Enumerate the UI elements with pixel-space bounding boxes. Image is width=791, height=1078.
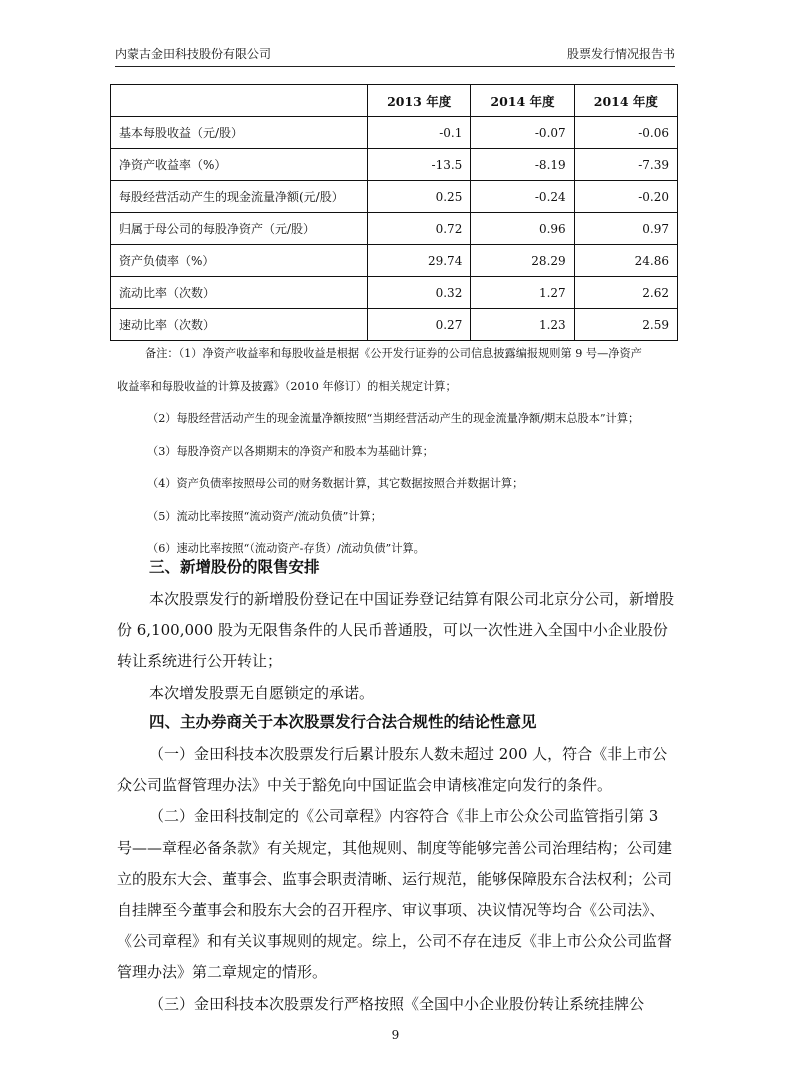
table-row bbox=[111, 309, 678, 341]
section-3-heading: 三、新增股份的限售安排 bbox=[149, 557, 320, 576]
section-4-paragraph-2: （二）金田科技制定的《公司章程》内容符合《非上市公众公司监管指引第 3 号——章程必备条款》有关规定，其他规则、制度等能够完善公司治理结构；公司建立的股东大会、董事会、监事会职责清晰、运行规范，能够保障股东合法权利；公司自挂牌至今董事会和股东大会的召开程序、审议事项、决议情况等均合《公司法》、《公司章程》和有关议事规则的规定。综上，公司不存在违反《非上市公众公司监督管理办法》第二章规定的情形。 bbox=[117, 807, 673, 982]
table-cell: 0.25 bbox=[368, 181, 471, 213]
table-row bbox=[111, 181, 678, 213]
table-cell: -7.39 bbox=[574, 149, 677, 181]
column-header: 2014 年度 bbox=[574, 85, 677, 117]
table-row bbox=[111, 117, 678, 149]
note-1-line-1: 备注：（1）净资产收益率和每股收益是根据《公开发行证券的公司信息披露编报规则第 9 号—净资产 bbox=[145, 347, 642, 360]
table-cell: -0.07 bbox=[471, 117, 574, 149]
row-label: 资产负债率（%） bbox=[111, 245, 368, 277]
table-cell: -0.20 bbox=[574, 181, 677, 213]
table-cell: 1.23 bbox=[471, 309, 574, 341]
section-4-heading: 四、主办券商关于本次股票发行合法合规性的结论性意见 bbox=[149, 712, 537, 731]
section-4-paragraph-3: （三）金田科技本次股票发行严格按照《全国中小企业股份转让系统挂牌公 bbox=[149, 994, 645, 1013]
page-header bbox=[115, 44, 675, 67]
note-5: （5）流动比率按照“流动资产/流动负债”计算； bbox=[147, 509, 382, 523]
table-cell: 0.27 bbox=[368, 309, 471, 341]
table-cell: -0.06 bbox=[574, 117, 677, 149]
column-header: 2013 年度 bbox=[368, 85, 471, 117]
table-cell: 29.74 bbox=[368, 245, 471, 277]
note-4: （4）资产负债率按照母公司的财务数据计算，其它数据按照合并数据计算； bbox=[147, 477, 524, 490]
note-2: （2）每股经营活动产生的现金流量净额按照“当期经营活动产生的现金流量净额/期末总股本”计算； bbox=[147, 412, 640, 425]
table-cell: 2.62 bbox=[574, 277, 677, 309]
table-notes bbox=[117, 338, 677, 566]
table-row bbox=[111, 149, 678, 181]
table-cell: -13.5 bbox=[368, 149, 471, 181]
table-cell: 0.72 bbox=[368, 213, 471, 245]
table-row bbox=[111, 213, 678, 245]
table-header-row bbox=[111, 85, 678, 117]
section-4-paragraph-1: （一）金田科技本次股票发行后累计股东人数未超过 200 人，符合《非上市公众公司监督管理办法》中关于豁免向中国证监会申请核准定向发行的条件。 bbox=[117, 745, 668, 795]
financial-indicators-table bbox=[110, 84, 678, 341]
table-row bbox=[111, 245, 678, 277]
row-label: 流动比率（次数） bbox=[111, 277, 368, 309]
table-cell: 24.86 bbox=[574, 245, 677, 277]
table-cell: 28.29 bbox=[471, 245, 574, 277]
section-3-paragraph-1: 本次股票发行的新增股份登记在中国证券登记结算有限公司北京分公司，新增股份 6,100,000 股为无限售条件的人民币普通股，可以一次性进入全国中小企业股份转让系统进行公开转让； bbox=[117, 590, 675, 671]
table-cell: 1.27 bbox=[471, 277, 574, 309]
table-cell: -0.24 bbox=[471, 181, 574, 213]
row-label: 归属于母公司的每股净资产（元/股） bbox=[111, 213, 368, 245]
table-cell: 0.32 bbox=[368, 277, 471, 309]
table-cell: -8.19 bbox=[471, 149, 574, 181]
section-3-paragraph-2: 本次增发股票无自愿锁定的承诺。 bbox=[149, 683, 375, 702]
row-label: 速动比率（次数） bbox=[111, 309, 368, 341]
table-corner-cell bbox=[111, 85, 368, 117]
column-header: 2014 年度 bbox=[471, 85, 574, 117]
table-cell: 2.59 bbox=[574, 309, 677, 341]
table-row bbox=[111, 277, 678, 309]
note-3: （3）每股净资产以各期期末的净资产和股本为基础计算； bbox=[147, 444, 434, 458]
row-label: 净资产收益率（%） bbox=[111, 149, 368, 181]
row-label: 基本每股收益（元/股） bbox=[111, 117, 368, 149]
section-3 bbox=[117, 554, 677, 709]
table-cell: -0.1 bbox=[368, 117, 471, 149]
table-cell: 0.96 bbox=[471, 213, 574, 245]
note-6: （6）速动比率按照“（流动资产-存货）/流动负债”计算。 bbox=[147, 542, 425, 555]
header-company: 内蒙古金田科技股份有限公司 bbox=[115, 47, 272, 61]
section-4 bbox=[117, 709, 677, 1020]
note-1-line-2: 收益率和每股收益的计算及披露》（2010 年修订）的相关规定计算； bbox=[117, 379, 457, 393]
header-doc-title: 股票发行情况报告书 bbox=[566, 47, 675, 61]
page-number: 9 bbox=[391, 1028, 400, 1042]
row-label: 每股经营活动产生的现金流量净额(元/股） bbox=[111, 181, 368, 213]
table-cell: 0.97 bbox=[574, 213, 677, 245]
